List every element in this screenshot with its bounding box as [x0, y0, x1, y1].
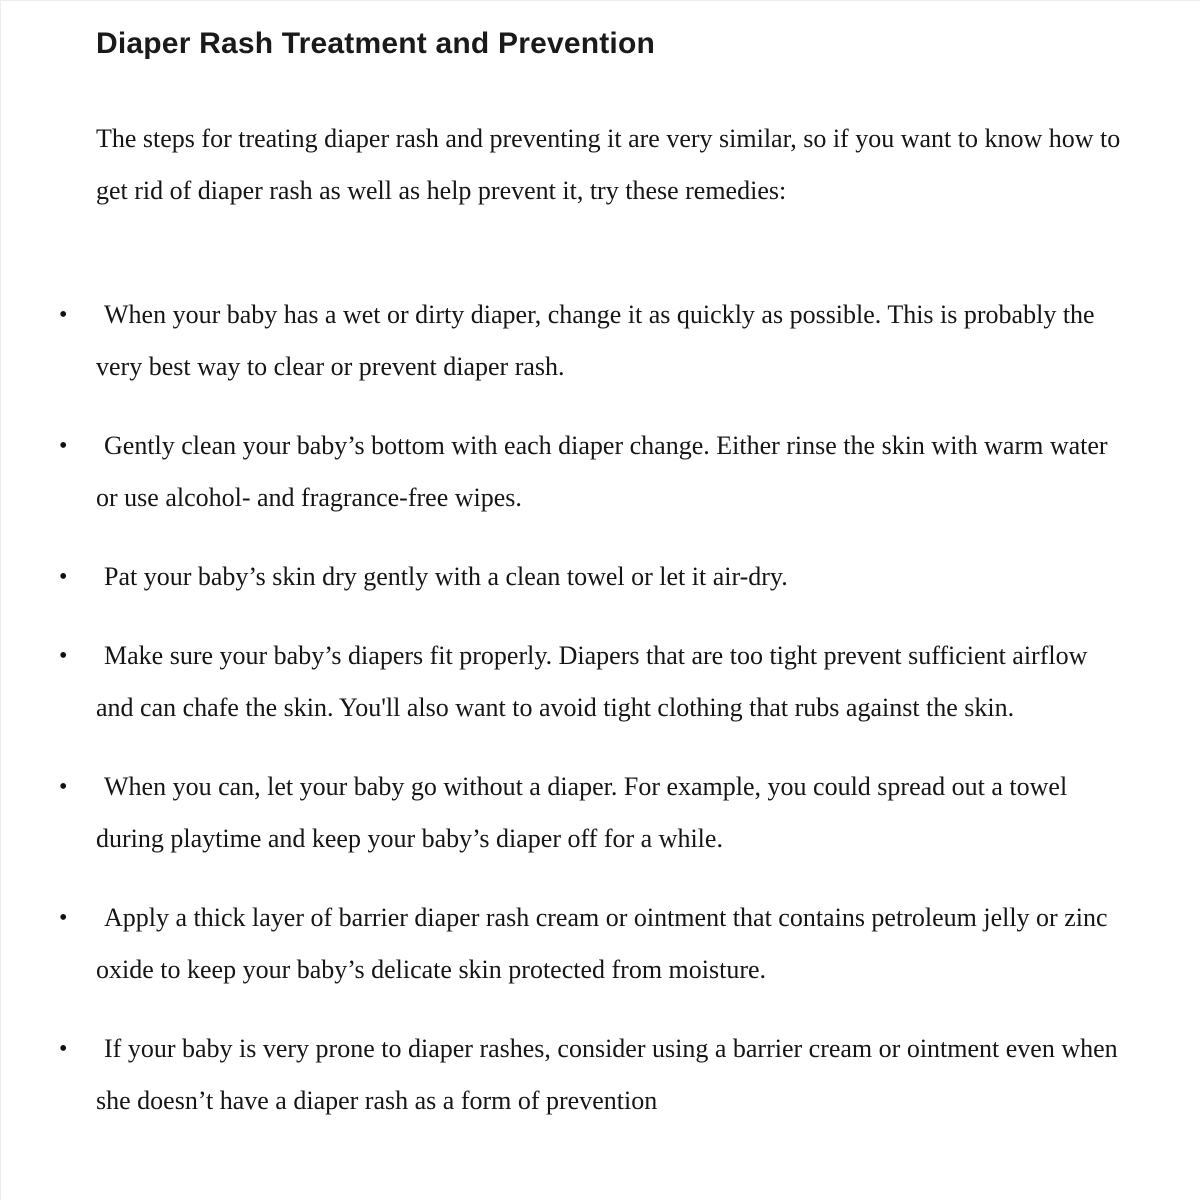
page-title: Diaper Rash Treatment and Prevention: [96, 27, 656, 60]
list-item: • When you can, let your baby go without a diaper. For example, you could spread out a towel during playtime and keep your baby’s diaper off for a while.: [96, 761, 1130, 865]
list-item: • Pat your baby’s skin dry gently with a clean towel or let it air-dry.: [96, 551, 1130, 603]
list-item: • Make sure your baby’s diapers fit properly. Diapers that are too tight prevent sufficient airflow and can chafe the skin. You'll also want to avoid tight clothing that rubs against the skin.: [96, 630, 1130, 734]
remedy-list: [96, 289, 1130, 1127]
list-item: • Apply a thick layer of barrier diaper rash cream or ointment that contains petroleum jelly or zinc oxide to keep your baby’s delicate skin protected from moisture.: [96, 892, 1130, 996]
list-item: • Gently clean your baby’s bottom with each diaper change. Either rinse the skin with warm water or use alcohol- and fragrance-free wipes.: [96, 420, 1130, 524]
list-item: • When your baby has a wet or dirty diaper, change it as quickly as possible. This is probably the very best way to clear or prevent diaper rash.: [96, 289, 1130, 393]
intro-paragraph: The steps for treating diaper rash and preventing it are very similar, so if you want to know how to get rid of diaper rash as well as help prevent it, try these remedies:: [96, 124, 1121, 205]
list-item: • If your baby is very prone to diaper rashes, consider using a barrier cream or ointment even when she doesn’t have a diaper rash as a form of prevention: [96, 1023, 1130, 1127]
